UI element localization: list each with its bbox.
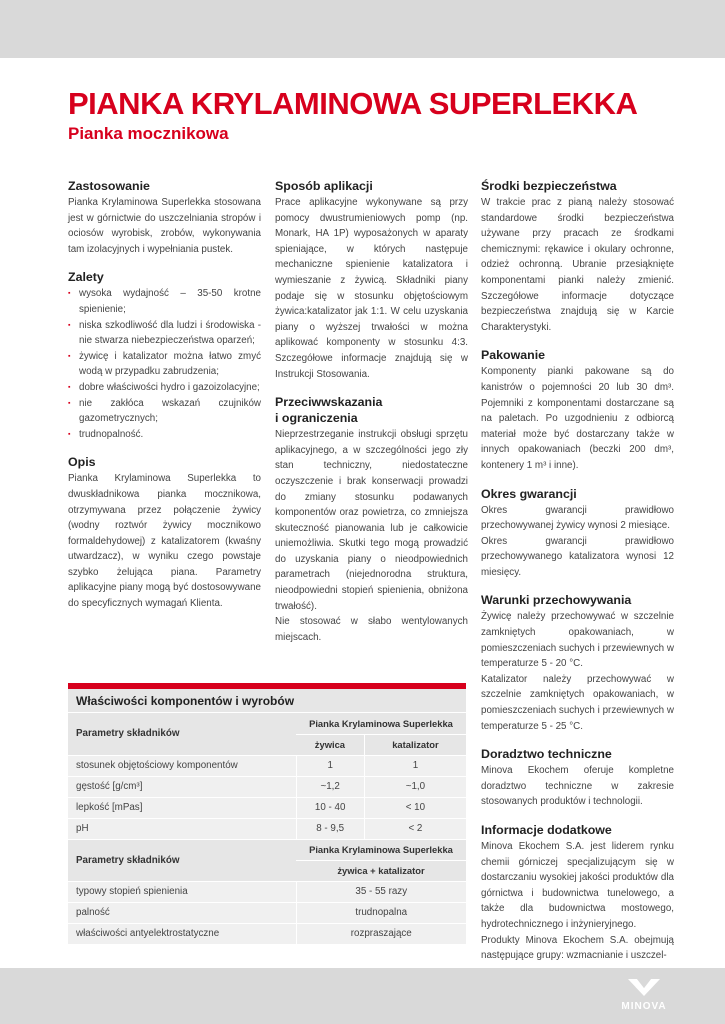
table-head-product: Pianka Krylaminowa Superlekka bbox=[296, 839, 466, 860]
list-item: ▪ wysoka wydajność – 35-50 krotne spienienie; bbox=[68, 286, 261, 317]
section-opis bbox=[68, 454, 261, 611]
table-cell-label: lepkość [mPas] bbox=[68, 797, 296, 818]
minova-logo bbox=[612, 977, 676, 1017]
section-text: W trakcie prac z pianą należy stosować standardowe środki bezpieczeństwa używane przy pracach ze środkami chemicznymi: rękawice i okulary ochronne, odzież ochronną. Ubranie przesiąknięte komponentami pianki należy zmienić. Szczegółowe informacje dotyczące bezpieczeństwa znajdują się w Karcie Charakterystyki. bbox=[481, 197, 674, 333]
table-cell: 10 - 40 bbox=[296, 797, 364, 818]
table-head-col: katalizator bbox=[364, 734, 466, 755]
heading-line: Przeciwwskazania bbox=[275, 395, 383, 410]
section-przeciwwskazania bbox=[275, 394, 468, 645]
section-text: Nie stosować w słabo wentylowanych miejscach. bbox=[275, 616, 468, 643]
section-doradztwo bbox=[481, 746, 674, 810]
section-text: Katalizator należy przechowywać w szczelnie zamkniętych opakowaniach, w pomieszczeniach suchych i przewiewnych w temperaturze 5 - 25 °C. bbox=[481, 673, 674, 732]
list-item: ▪ trudnopalność. bbox=[68, 427, 261, 443]
table-cell-label: palność bbox=[68, 902, 296, 923]
section-heading: Zalety bbox=[68, 270, 104, 285]
section-heading: Sposób aplikacji bbox=[275, 179, 373, 193]
table-cell: 8 - 9,5 bbox=[296, 818, 364, 839]
table-cell-label: pH bbox=[68, 818, 296, 839]
section-heading: Doradztwo techniczne bbox=[481, 747, 612, 762]
table-row bbox=[68, 881, 466, 902]
table-row bbox=[68, 776, 466, 797]
section-text: Nieprzestrzeganie instrukcji obsługi sprzętu aplikacyjnego, a w szczególności jego zły stan techniczny, niedostateczne oczyszczenie i brak konserwacji prowadzi do zmiany stosunku podawanych komponentów oraz powietrza, co zmniejsza skuteczność pianowania lub je całkowicie uniemożliwia. Skutki tego mogą prowadzić do uzyskania piany o nieodpowiednich parametrach (niejednorodna struktura, nieodpowiedni stopień spienienia, obniżona trwałość). bbox=[275, 429, 468, 612]
section-zastosowanie bbox=[68, 178, 261, 257]
table-body bbox=[68, 713, 466, 945]
section-informacje-dodatkowe bbox=[481, 822, 674, 964]
section-heading: Opis bbox=[68, 455, 96, 470]
section-heading: Warunki przechowywania bbox=[481, 593, 632, 608]
section-okres-gwarancji bbox=[481, 486, 674, 581]
section-warunki-przechowywania bbox=[481, 592, 674, 734]
section-text: Okres gwarancji prawidłowo przechowywanego katalizatora wynosi 12 miesięcy. bbox=[481, 535, 674, 578]
advantages-list bbox=[68, 286, 261, 442]
table-cell-label: stosunek objętościowy komponentów bbox=[68, 755, 296, 776]
list-item: ▪ nie zakłóca wskazań czujników gazometrycznych; bbox=[68, 396, 261, 427]
table-head-label: Parametry składników bbox=[68, 713, 296, 755]
section-text: Komponenty pianki pakowane są do kanistrów o pojemności 20 lub 30 dm³. Pojemniki z komponentami dostarczane są na paletach. Po uzgodnieniu z odbiorcą materiał może być dostarczany także w innych opakowaniach (beczki 200 dm³, kontenery 1 m³ i inne). bbox=[481, 366, 674, 471]
minova-logo-icon bbox=[626, 977, 662, 997]
section-text: Żywicę należy przechowywać w szczelnie zamkniętych opakowaniach, w pomieszczeniach suchych i przewiewnych w temperaturze 5 - 20 °C. bbox=[481, 611, 674, 670]
section-text: Prace aplikacyjne wykonywane są przy pomocy dwustrumieniowych pomp (np. Monark, HA 1P) wyposażonych w aparaty spieniające, w których następuje mechaniczne spienienie katalizatora i wymieszanie z żywicą. Składniki piany podaje się w stosunku objętościowym żywica:katalizator jak 1:1. W celu uzyskania piany o wyższej trwałości w można aplikować komponenty w stosunku 4:3. Szczegółowe informacje znajdują się w Instrukcji Stosowania. bbox=[275, 197, 468, 380]
logo-text: MINOVA bbox=[621, 1001, 667, 1012]
section-heading: Środki bezpieczeństwa bbox=[481, 179, 617, 193]
section-text: Okres gwarancji prawidłowo przechowywanej żywicy wynosi 2 miesiące. bbox=[481, 504, 674, 532]
section-heading: Okres gwarancji bbox=[481, 486, 577, 501]
page-title: PIANKA KRYLAMINOWA SUPERLEKKA bbox=[68, 86, 638, 121]
properties-table bbox=[68, 683, 466, 945]
section-text: Produkty Minova Ekochem S.A. obejmują następujące grupy: wzmacnianie i uszczel- bbox=[481, 934, 674, 962]
table-cell: ~1,2 bbox=[296, 776, 364, 797]
section-sposob-aplikacji bbox=[275, 178, 468, 382]
table-title: Właściwości komponentów i wyrobów bbox=[68, 689, 466, 713]
heading-line: i ograniczenia bbox=[275, 411, 358, 426]
table-head-product: Pianka Krylaminowa Superlekka bbox=[296, 713, 466, 734]
section-text: Pianka Krylaminowa Superlekka stosowana jest w górnictwie do uszczelniania stropów i ociosów wyrobisk, zrobów, wykonywania tam izolacyjnych i wypełniania pustek. bbox=[68, 197, 261, 255]
table-row bbox=[68, 923, 466, 944]
table-row bbox=[68, 818, 466, 839]
table-cell-label: właściwości antyelektrostatyczne bbox=[68, 923, 296, 944]
table-row bbox=[68, 902, 466, 923]
table-cell: rozpraszające bbox=[296, 923, 466, 944]
table-row bbox=[68, 797, 466, 818]
section-heading: Pakowanie bbox=[481, 348, 546, 363]
table-cell: < 10 bbox=[364, 797, 466, 818]
table-row bbox=[68, 839, 466, 860]
top-band bbox=[0, 0, 725, 58]
column-3 bbox=[481, 178, 674, 976]
section-heading: Zastosowanie bbox=[68, 179, 150, 193]
section-pakowanie bbox=[481, 347, 674, 473]
table-head-col: żywica bbox=[296, 734, 364, 755]
table-cell: ~1,0 bbox=[364, 776, 466, 797]
column-1 bbox=[68, 178, 261, 624]
table-cell: trudnopalna bbox=[296, 902, 466, 923]
table-cell: 1 bbox=[364, 755, 466, 776]
table-head-label: Parametry składników bbox=[68, 839, 296, 881]
section-zalety bbox=[68, 269, 261, 442]
table-row bbox=[68, 755, 466, 776]
table-cell-label: typowy stopień spienienia bbox=[68, 881, 296, 902]
list-item: ▪ żywicę i katalizator można łatwo zmyć wodą w przypadku zabrudzenia; bbox=[68, 349, 261, 380]
section-srodki-bezpieczenstwa bbox=[481, 178, 674, 335]
page-subtitle: Pianka mocznikowa bbox=[68, 124, 229, 143]
table-row bbox=[68, 713, 466, 734]
table-cell: 35 - 55 razy bbox=[296, 881, 466, 902]
table-cell: < 2 bbox=[364, 818, 466, 839]
column-2 bbox=[275, 178, 468, 657]
list-item: ▪ niska szkodliwość dla ludzi i środowiska - nie stwarza niebezpieczeństwa oparzeń; bbox=[68, 318, 261, 349]
section-text: Pianka Krylaminowa Superlekka to dwuskładnikowa pianka mocznikowa, otrzymywana przez połączenie żywicy (wodny roztwór żywicy mocznikowo formaldehydowej) z katalizatorem (kwaśny utwardzacz), w wyniku czego powstaje szybko żelująca piana. Parametry aplikacyjne piany mogą być dostosowywane do specyficznych wymagań Klienta. bbox=[68, 473, 261, 610]
list-item: ▪ dobre właściwości hydro i gazoizolacyjne; bbox=[68, 380, 261, 396]
section-heading: Informacje dodatkowe bbox=[481, 823, 612, 837]
section-heading bbox=[275, 394, 468, 426]
table-cell: 1 bbox=[296, 755, 364, 776]
table-cell-label: gęstość [g/cm³] bbox=[68, 776, 296, 797]
section-text: Minova Ekochem oferuje kompletne doradztwo techniczne w zakresie stosowanych produktów i technologii. bbox=[481, 765, 674, 808]
section-text: Minova Ekochem S.A. jest liderem rynku chemii górniczej specjalizującym się w dostarczaniu wysokiej jakości produktów dla górnictwa i budownictwa tunelowego, a także dla budownictwa mostowego, hydrotechnicznego i inżynieryjnego. bbox=[481, 841, 674, 930]
table-head-col: żywica + katalizator bbox=[296, 860, 466, 881]
